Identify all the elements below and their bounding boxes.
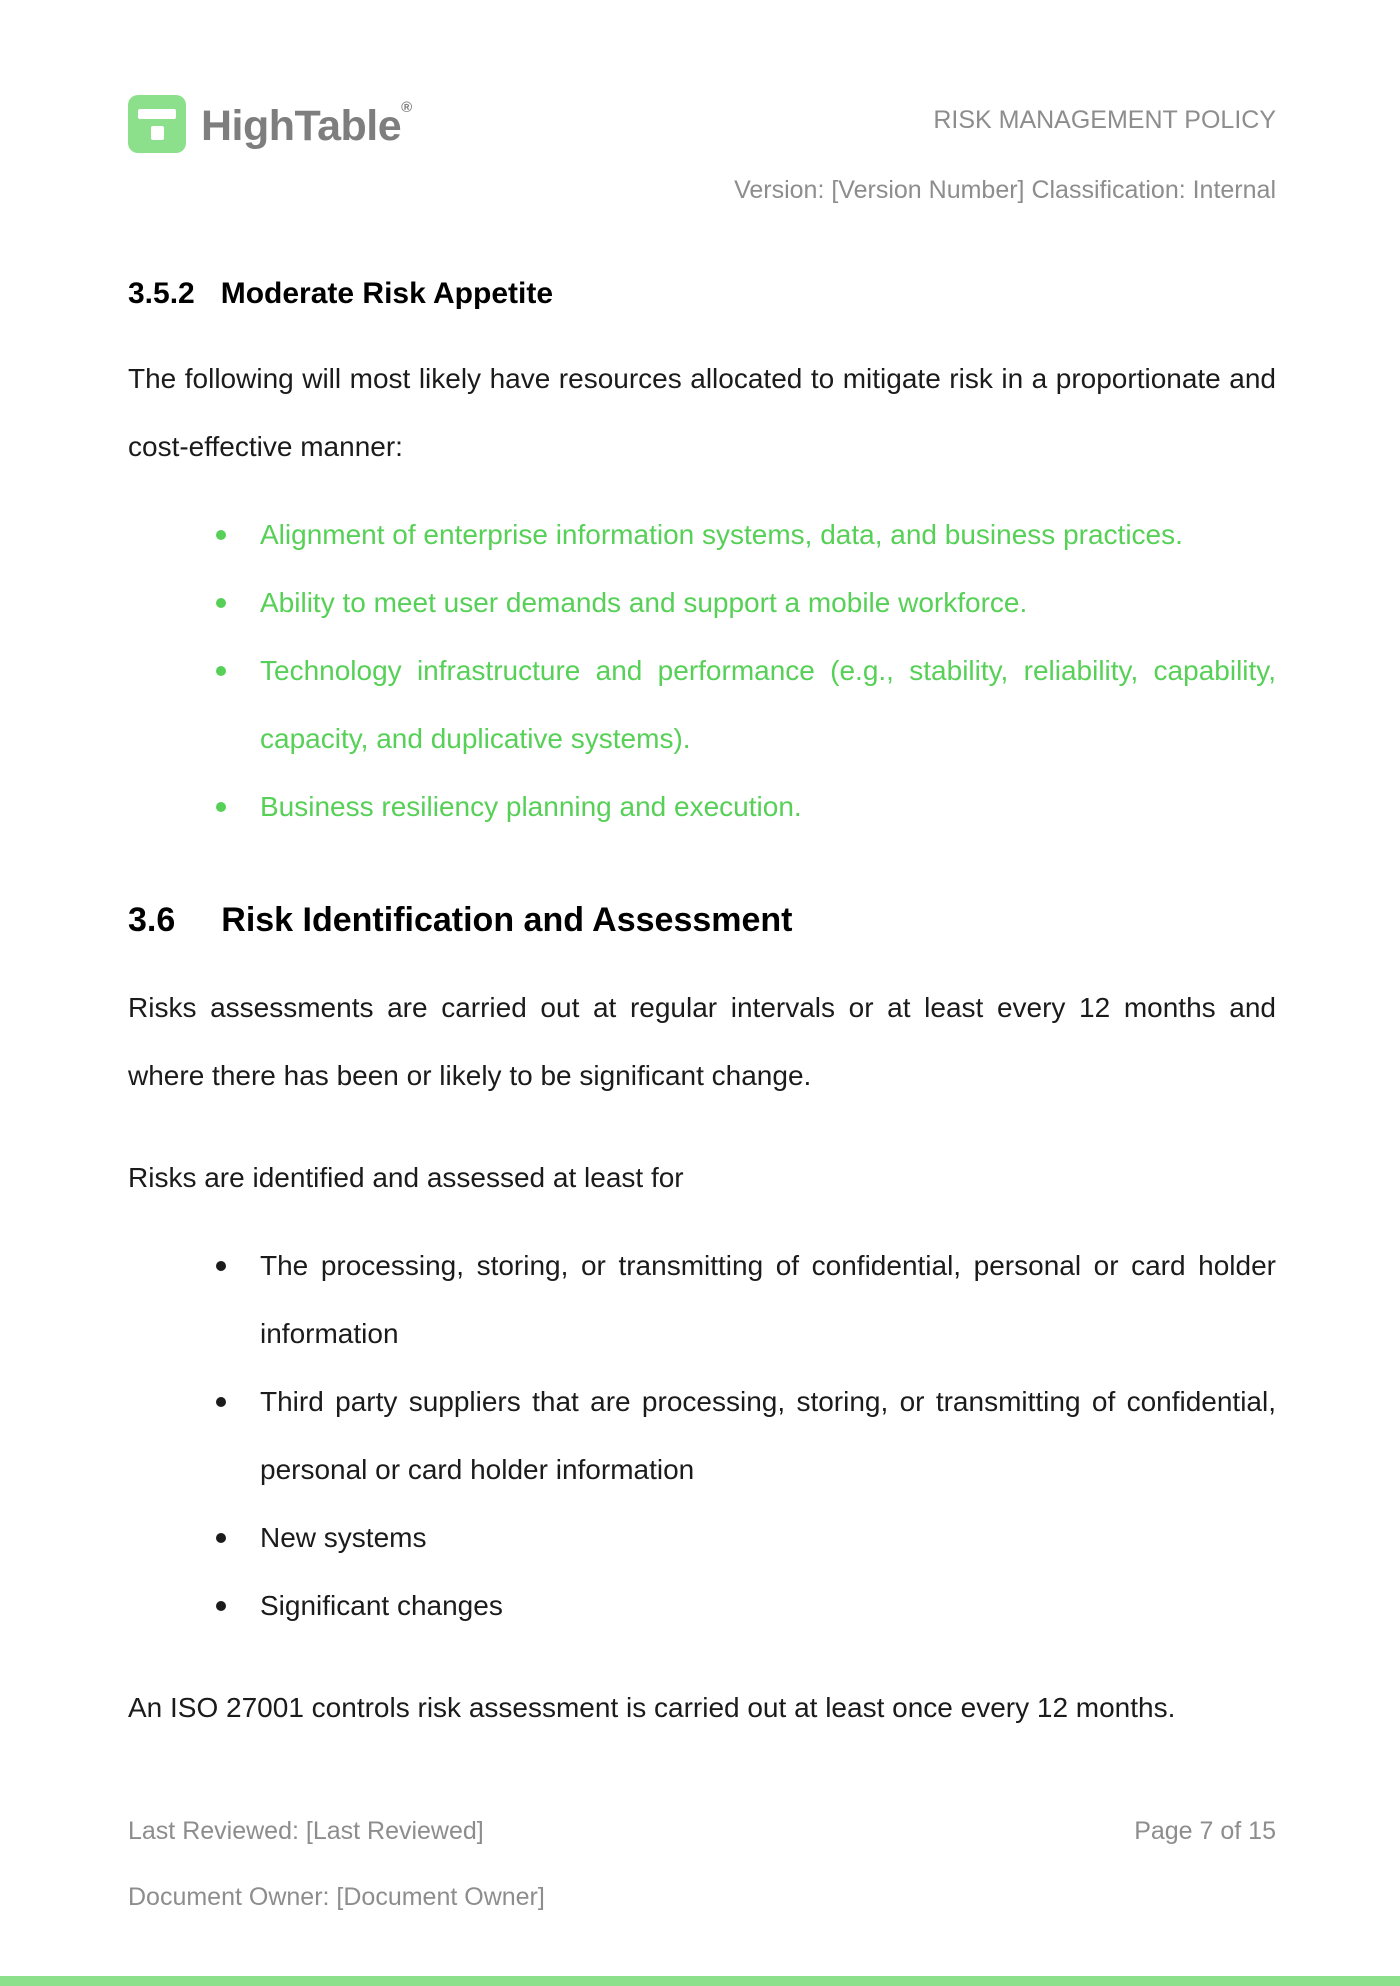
document-owner-label: Document Owner: [Document Owner]	[128, 1883, 545, 1911]
last-reviewed-label: Last Reviewed: [Last Reviewed]	[128, 1817, 484, 1845]
green-bullet-item	[128, 637, 1276, 773]
black-bullet-text: New systems	[260, 1522, 427, 1553]
paragraph-intro: The following will most likely have resources allocated to mitigate risk in a proportionate and cost-effective manner:	[128, 363, 1276, 462]
bullet-icon	[216, 1533, 226, 1543]
black-bullet-text: The processing, storing, or transmitting of confidential, personal or card holder information	[260, 1250, 1276, 1349]
bullet-icon	[216, 666, 226, 676]
green-bullet-text: Ability to meet user demands and support a mobile workforce.	[260, 587, 1028, 618]
page-footer	[128, 1816, 1276, 1912]
bullet-icon	[216, 530, 226, 540]
green-bullet-list	[128, 501, 1276, 841]
hightable-logo-icon	[128, 95, 186, 153]
black-bullet-text: Third party suppliers that are processing, storing, or transmitting of confidential, personal or card holder information	[260, 1386, 1276, 1485]
page-header	[0, 0, 1400, 205]
document-body	[0, 277, 1400, 1742]
bullet-icon	[216, 1397, 226, 1407]
paragraph-iso: An ISO 27001 controls risk assessment is carried out at least once every 12 months.	[128, 1692, 1176, 1723]
green-bullet-text: Technology infrastructure and performance (e.g., stability, reliability, capability, capacity, and duplicative systems).	[260, 655, 1276, 754]
bullet-icon	[216, 598, 226, 608]
green-bullet-text: Business resiliency planning and execution.	[260, 791, 802, 822]
brand-name-text: HighTable	[201, 102, 402, 150]
green-bullet-item	[128, 569, 1276, 637]
green-bullet-item	[128, 773, 1276, 841]
logo-dot-shape	[151, 126, 164, 140]
bullet-icon	[216, 1601, 226, 1611]
logo-bar-shape	[138, 109, 175, 119]
section-heading-moderate-risk-appetite	[128, 277, 1276, 311]
section-heading-risk-identification	[128, 901, 1276, 940]
black-bullet-text: Significant changes	[260, 1590, 503, 1621]
black-bullet-item	[128, 1572, 1276, 1640]
document-title: RISK MANAGEMENT POLICY	[933, 106, 1276, 134]
hightable-logo	[128, 95, 412, 153]
green-bullet-item	[128, 501, 1276, 569]
black-bullet-list	[128, 1232, 1276, 1640]
header-meta-block	[734, 95, 1276, 205]
black-bullet-item	[128, 1504, 1276, 1572]
section-number: 3.5.2	[128, 277, 195, 310]
page-number: Page 7 of 15	[1134, 1817, 1276, 1845]
page-bottom-accent-bar	[0, 1976, 1400, 1986]
bullet-icon	[216, 802, 226, 812]
paragraph-identified: Risks are identified and assessed at least for	[128, 1162, 684, 1193]
bullet-icon	[216, 1261, 226, 1271]
brand-name	[201, 100, 412, 148]
footer-row-2	[128, 1882, 1276, 1912]
green-bullet-text: Alignment of enterprise information systems, data, and business practices.	[260, 519, 1183, 550]
version-classification: Version: [Version Number] Classification: Internal	[734, 176, 1276, 204]
black-bullet-item	[128, 1368, 1276, 1504]
section-title: Moderate Risk Appetite	[220, 277, 554, 310]
section-number: 3.6	[128, 901, 176, 939]
section-title: Risk Identification and Assessment	[221, 901, 793, 939]
black-bullet-item	[128, 1232, 1276, 1368]
footer-row-1	[128, 1816, 1276, 1846]
paragraph-assessments: Risks assessments are carried out at regular intervals or at least every 12 months and where there has been or likely to be significant change.	[128, 992, 1276, 1091]
registered-trademark-mark: ®	[401, 99, 412, 116]
